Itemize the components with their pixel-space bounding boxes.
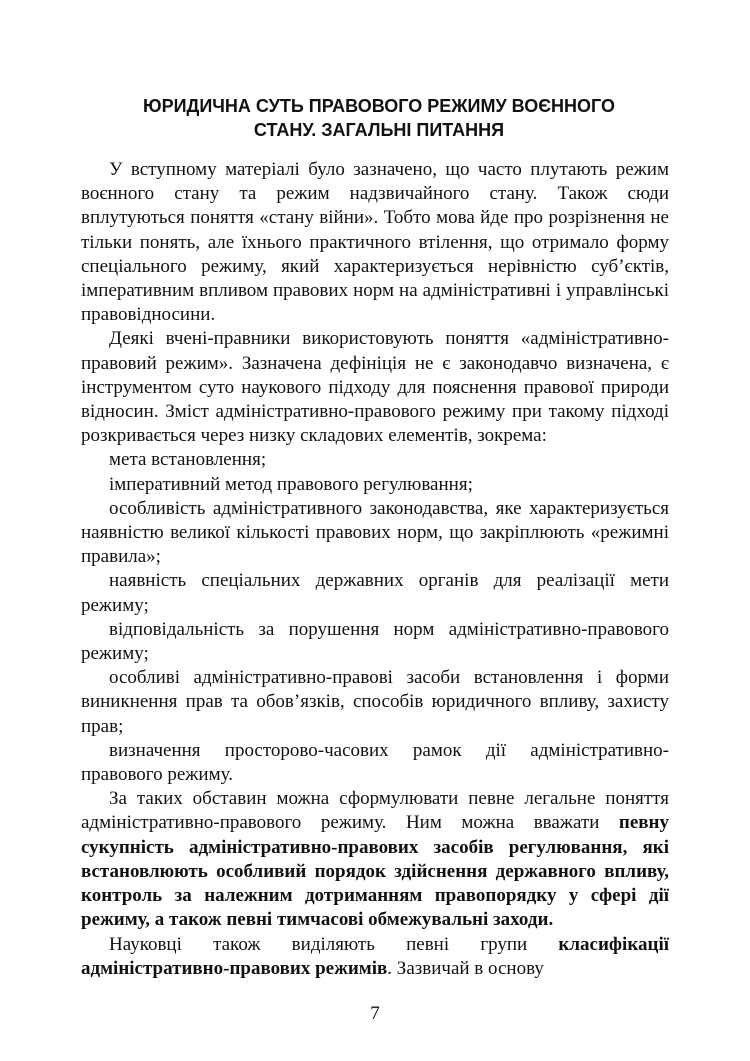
list-item: визначення просторово-часових рамок дії адміністративно-правового режиму.: [81, 739, 669, 786]
list-item: особливі адміністративно-правові засоби встановлення і форми виникнення прав та обов’язків, способів юридичного впливу, захисту прав;: [81, 667, 669, 737]
list-item: особливість адміністративного законодавства, яке характеризується наявністю великої кількості правових норм, що закріплюють «режимні правила»;: [81, 497, 669, 568]
body-text: [81, 158, 669, 981]
list-item: відповідальність за порушення норм адміністративно-правового режиму;: [81, 618, 669, 665]
list-item: імперативний метод правового регулювання;: [109, 473, 473, 495]
text-normal: За таких обставин можна сформулювати певне легальне поняття адміністративно-правового режиму. Ним можна вважати: [81, 788, 669, 834]
list-item: наявність спеціальних державних органів для реалізації мети режиму;: [81, 570, 669, 616]
text-bold-classification: класифікації адміністративно-правових режимів: [81, 933, 669, 979]
page-number: 7: [370, 1003, 380, 1024]
list-item: мета встановлення;: [109, 449, 267, 471]
paragraph-classification: [81, 933, 669, 981]
text-bold-definition: певну сукупність адміністративно-правових засобів регулювання, які встановлюють особливий порядок здійснення державного впливу, контроль за належним дотриманням правопорядку у сфері дії режиму, а також певні тимчасові обмежувальні заходи.: [81, 812, 669, 931]
paragraph-definition: Деякі вчені-правники використовують поняття «адміністративно-правовий режим». Зазначена дефініція не є законодавчо визначена, є інструментом суто наукового підходу для пояснення правової природи відносин. Зміст адміністративно-правового режиму при такому підході розкривається через низку складових елементів, зокрема:: [81, 328, 669, 447]
paragraph-intro: У вступному матеріалі було зазначено, що часто плутають режим воєнного стану та режим надзвичайного стану. Також сюди вплутуються поняття «стану війни». Тобто мова йде про розрізнення не тільки понять, але їхнього практичного втілення, що отримало форму спеціального режиму, який характеризується нерівністю суб’єктів, імперативним впливом правових норм на адміністративні і управлінські правовідносини.: [81, 159, 669, 326]
title-line-2: СТАНУ. ЗАГАЛЬНІ ПИТАННЯ: [253, 120, 505, 140]
page-title: [95, 94, 663, 142]
text-normal: . Зазвичай в основу: [387, 957, 544, 979]
paragraph-legal-concept: [81, 787, 669, 932]
text-normal: Науковці також виділяють певні групи: [109, 933, 559, 955]
title-line-1: ЮРИДИЧНА СУТЬ ПРАВОВОГО РЕЖИМУ ВОЄННОГО: [143, 96, 615, 116]
